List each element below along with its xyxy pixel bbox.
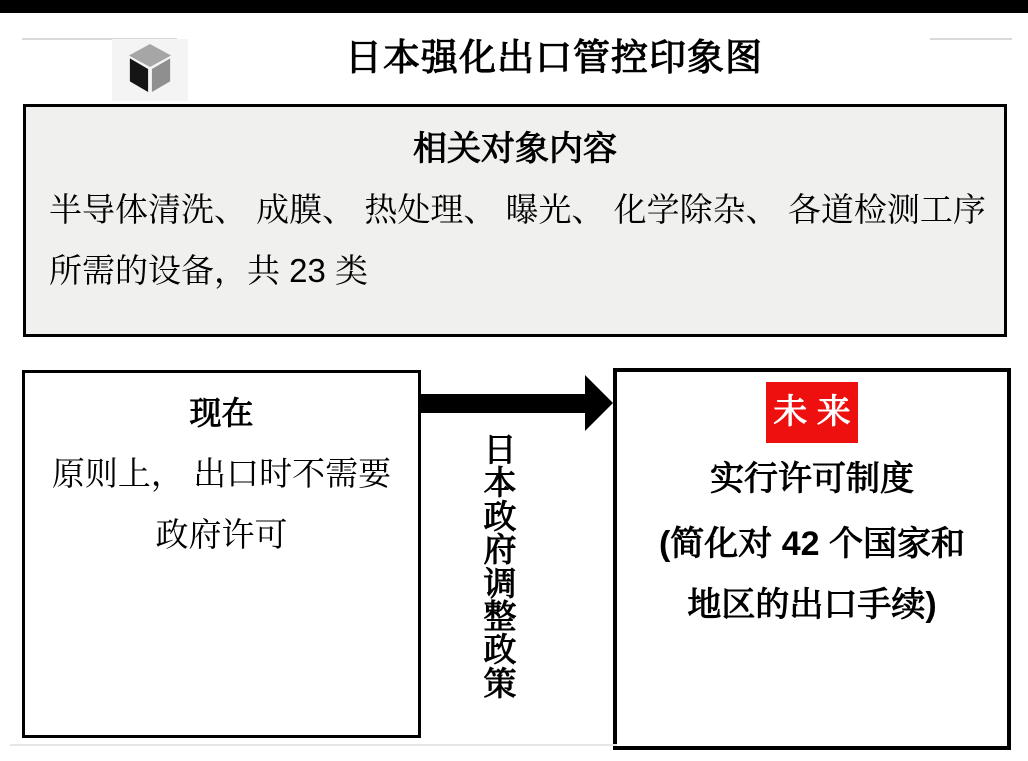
future-badge: 未 来 (766, 382, 857, 443)
page-title: 日本强化出口管控印象图 (345, 37, 763, 78)
related-objects-box (23, 104, 1007, 337)
future-line-1: 实行许可制度 (710, 460, 914, 498)
divider-line-bottom (10, 744, 617, 746)
related-objects-line-1: 半导体清洗、 成膜、 热处理、 曝光、 化学除杂、 各道检测工序 (49, 191, 986, 228)
current-state-line-2: 政府许可 (155, 516, 288, 553)
top-black-bar (0, 0, 1028, 13)
current-state-line-1: 原则上， 出口时不需要 (51, 455, 392, 492)
arrow-right-shaft (421, 394, 586, 413)
future-line-3: 地区的出口手续) (687, 586, 937, 624)
future-line-2: (简化对 42 个国家和 (658, 525, 966, 563)
related-objects-line-2: 所需的设备，共 23 类 (49, 252, 369, 289)
future-state-box (613, 368, 1011, 750)
current-state-box (22, 370, 421, 738)
related-objects-heading: 相关对象内容 (413, 130, 617, 168)
transition-vertical-label: 日本政府调整政策 (483, 431, 517, 702)
arrow-right-head-icon (585, 375, 613, 431)
current-state-heading: 现在 (189, 395, 254, 431)
